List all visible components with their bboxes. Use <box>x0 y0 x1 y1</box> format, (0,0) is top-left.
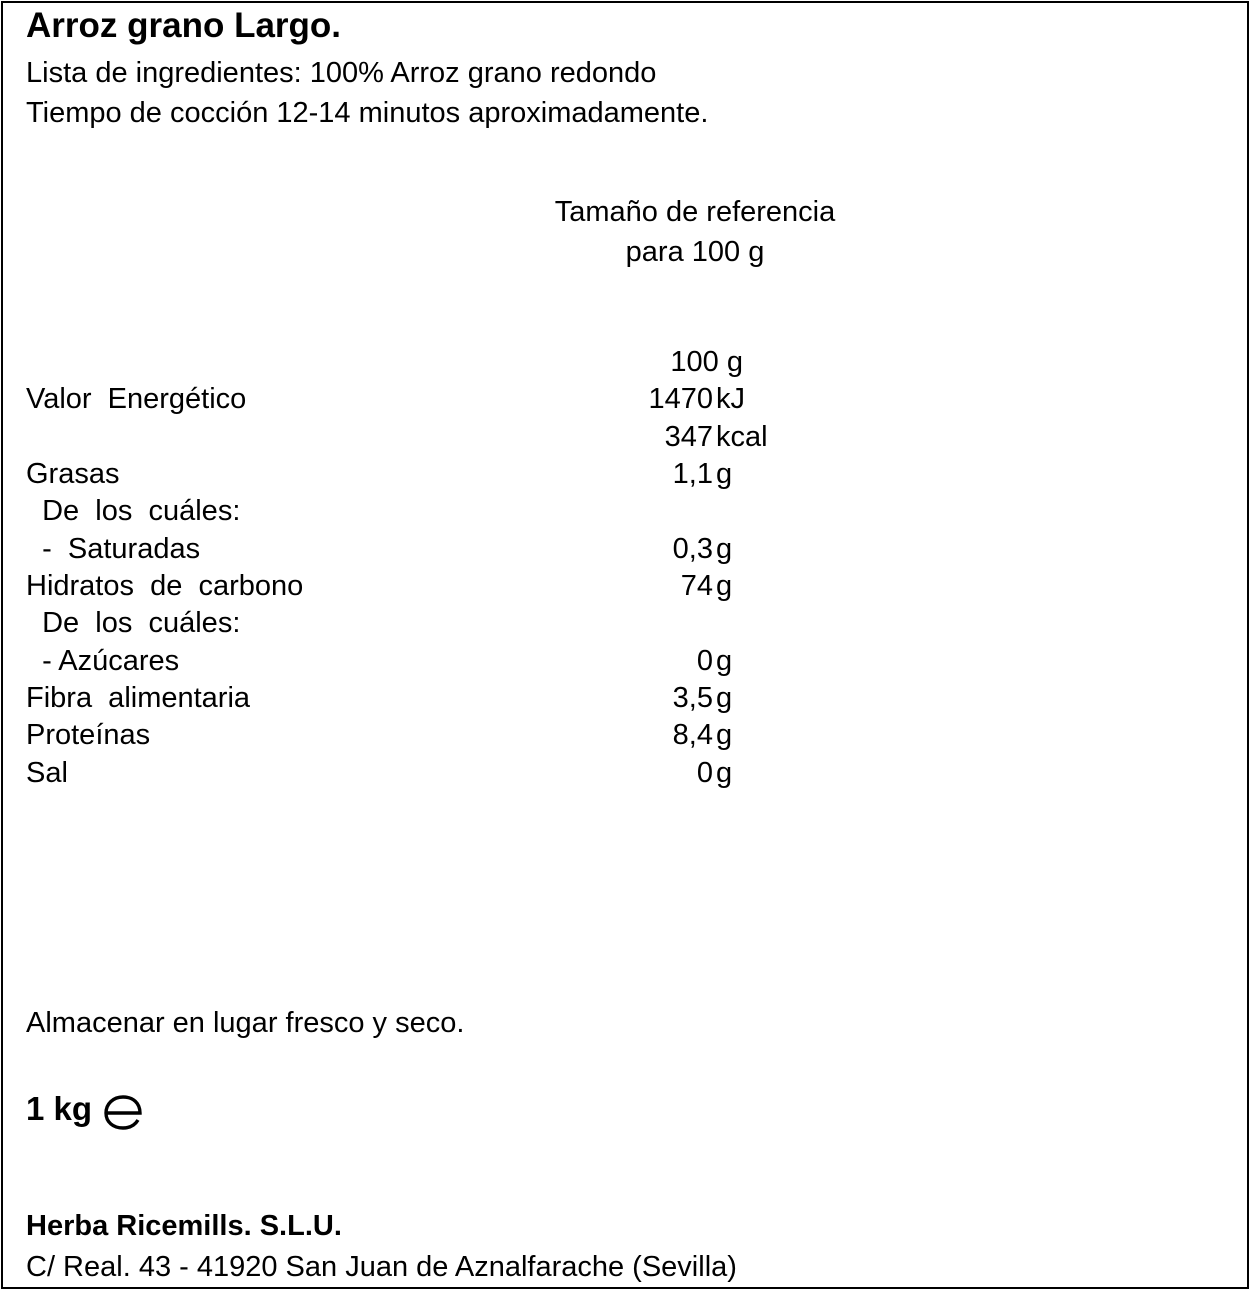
nutrient-value: 0,3 <box>672 533 713 565</box>
product-title: Arroz grano Largo. <box>26 6 342 45</box>
nutrition-column-header: 100 g <box>670 346 743 378</box>
nutrient-label: Grasas <box>26 458 120 490</box>
nutrient-value: 74 <box>680 570 713 602</box>
nutrient-value: 0 <box>696 757 713 789</box>
nutrient-unit: g <box>716 458 733 490</box>
ingredients-line: Lista de ingredientes: 100% Arroz grano redondo <box>26 57 657 89</box>
storage-instructions: Almacenar en lugar fresco y seco. <box>26 1007 465 1039</box>
nutrient-label: Sal <box>26 757 68 789</box>
nutrient-unit: g <box>716 682 733 714</box>
nutrient-label: Hidratos de carbono <box>26 570 304 602</box>
nutrient-unit: g <box>716 645 733 677</box>
company-name: Herba Ricemills. S.L.U. <box>26 1210 342 1242</box>
e-mark-icon <box>100 1091 146 1131</box>
nutrient-value: 3,5 <box>672 682 713 714</box>
nutrient-label: Proteínas <box>26 719 151 751</box>
net-weight: 1 kg <box>26 1090 93 1127</box>
nutrient-label: Fibra alimentaria <box>26 682 251 714</box>
reference-size-line2: para 100 g <box>625 236 765 268</box>
nutrient-label: - Azúcares <box>26 645 180 677</box>
nutrient-unit: g <box>716 719 733 751</box>
nutrient-label: Valor Energético <box>26 383 247 415</box>
reference-size-line1: Tamaño de referencia <box>554 196 836 228</box>
nutrient-unit: g <box>716 533 733 565</box>
nutrient-value: 347 <box>664 421 713 453</box>
nutrient-unit: g <box>716 570 733 602</box>
nutrient-value: 1470 <box>648 383 713 415</box>
nutrient-sublabel: De los cuáles: <box>26 495 241 527</box>
nutrient-label: - Saturadas <box>26 533 201 565</box>
nutrient-value: 0 <box>696 645 713 677</box>
nutrient-unit: kJ <box>716 383 745 415</box>
nutrient-value: 1,1 <box>672 458 713 490</box>
company-address: C/ Real. 43 - 41920 San Juan de Aznalfarache (Sevilla) <box>26 1251 737 1283</box>
nutrient-sublabel: De los cuáles: <box>26 607 241 639</box>
nutrient-unit: kcal <box>716 421 768 453</box>
nutrient-unit: g <box>716 757 733 789</box>
cooking-time-line: Tiempo de cocción 12-14 minutos aproximadamente. <box>26 97 709 129</box>
nutrient-value: 8,4 <box>672 719 713 751</box>
